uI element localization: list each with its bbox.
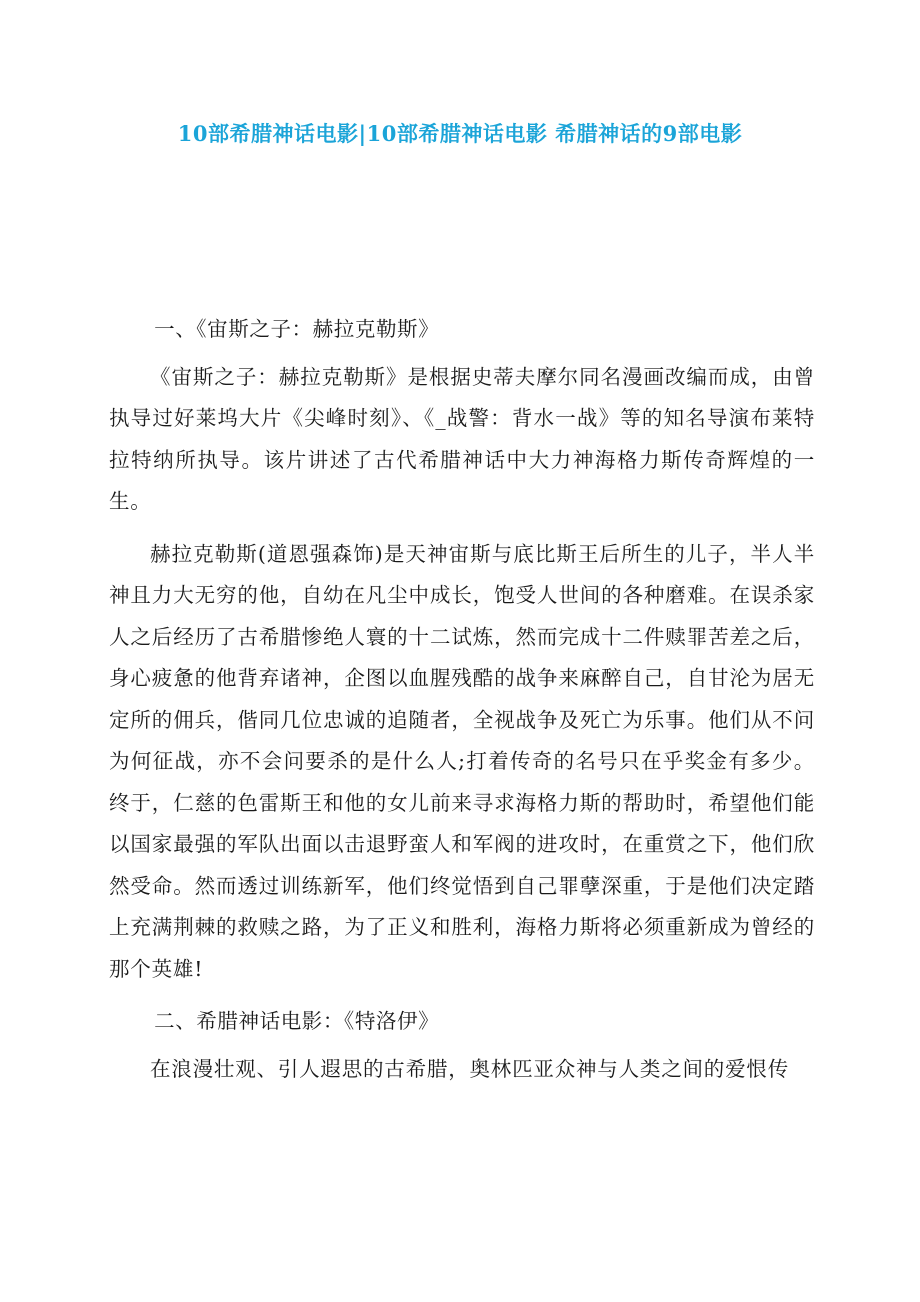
- paragraph: 赫拉克勒斯(道恩强森饰)是天神宙斯与底比斯王后所生的儿子，半人半神且力大无穷的他，自幼在凡尘中成长，饱受人世间的各种磨难。在误杀家人之后经历了古希腊惨绝人寰的十二试炼，然而完成十二件赎罪苦差之后，身心疲惫的他背弃诸神，企图以血腥残酷的战争来麻醉自己，自甘沦为居无定所的佣兵，偕同几位忠诚的追随者，全视战争及死亡为乐事。他们从不问为何征战，亦不会问要杀的是什么人;打着传奇的名号只在乎奖金有多少。终于，仁慈的色雷斯王和他的女儿前来寻求海格力斯的帮助时，希望他们能以国家最强的军队出面以击退野蛮人和军阀的进攻时，在重赏之下，他们欣然受命。然而透过训练新军，他们终觉悟到自己罪孽深重，于是他们决定踏上充满荆棘的救赎之路，为了正义和胜利，海格力斯将必须重新成为曾经的那个英雄!: [109, 541, 815, 981]
- paragraph: 《宙斯之子：赫拉克勒斯》是根据史蒂夫摩尔同名漫画改编而成，由曾执导过好莱坞大片《尖峰时刻》、《_战警：背水一战》等的知名导演布莱特 拉特纳所执导。该片讲述了古代希腊神话中大力神海格力斯传奇辉煌的一生。: [109, 364, 815, 513]
- document-title: 10部希腊神话电影|10部希腊神话电影 希腊神话的9部电影: [177, 121, 743, 146]
- section-heading: 二、希腊神话电影：《特洛伊》: [154, 1009, 440, 1033]
- document-body: [109, 309, 815, 1101]
- section-heading: 一、《宙斯之子：赫拉克勒斯》: [154, 317, 440, 341]
- paragraph: 在浪漫壮观、引人遐思的古希腊，奥林匹亚众神与人类之间的爱恨传: [150, 1056, 789, 1081]
